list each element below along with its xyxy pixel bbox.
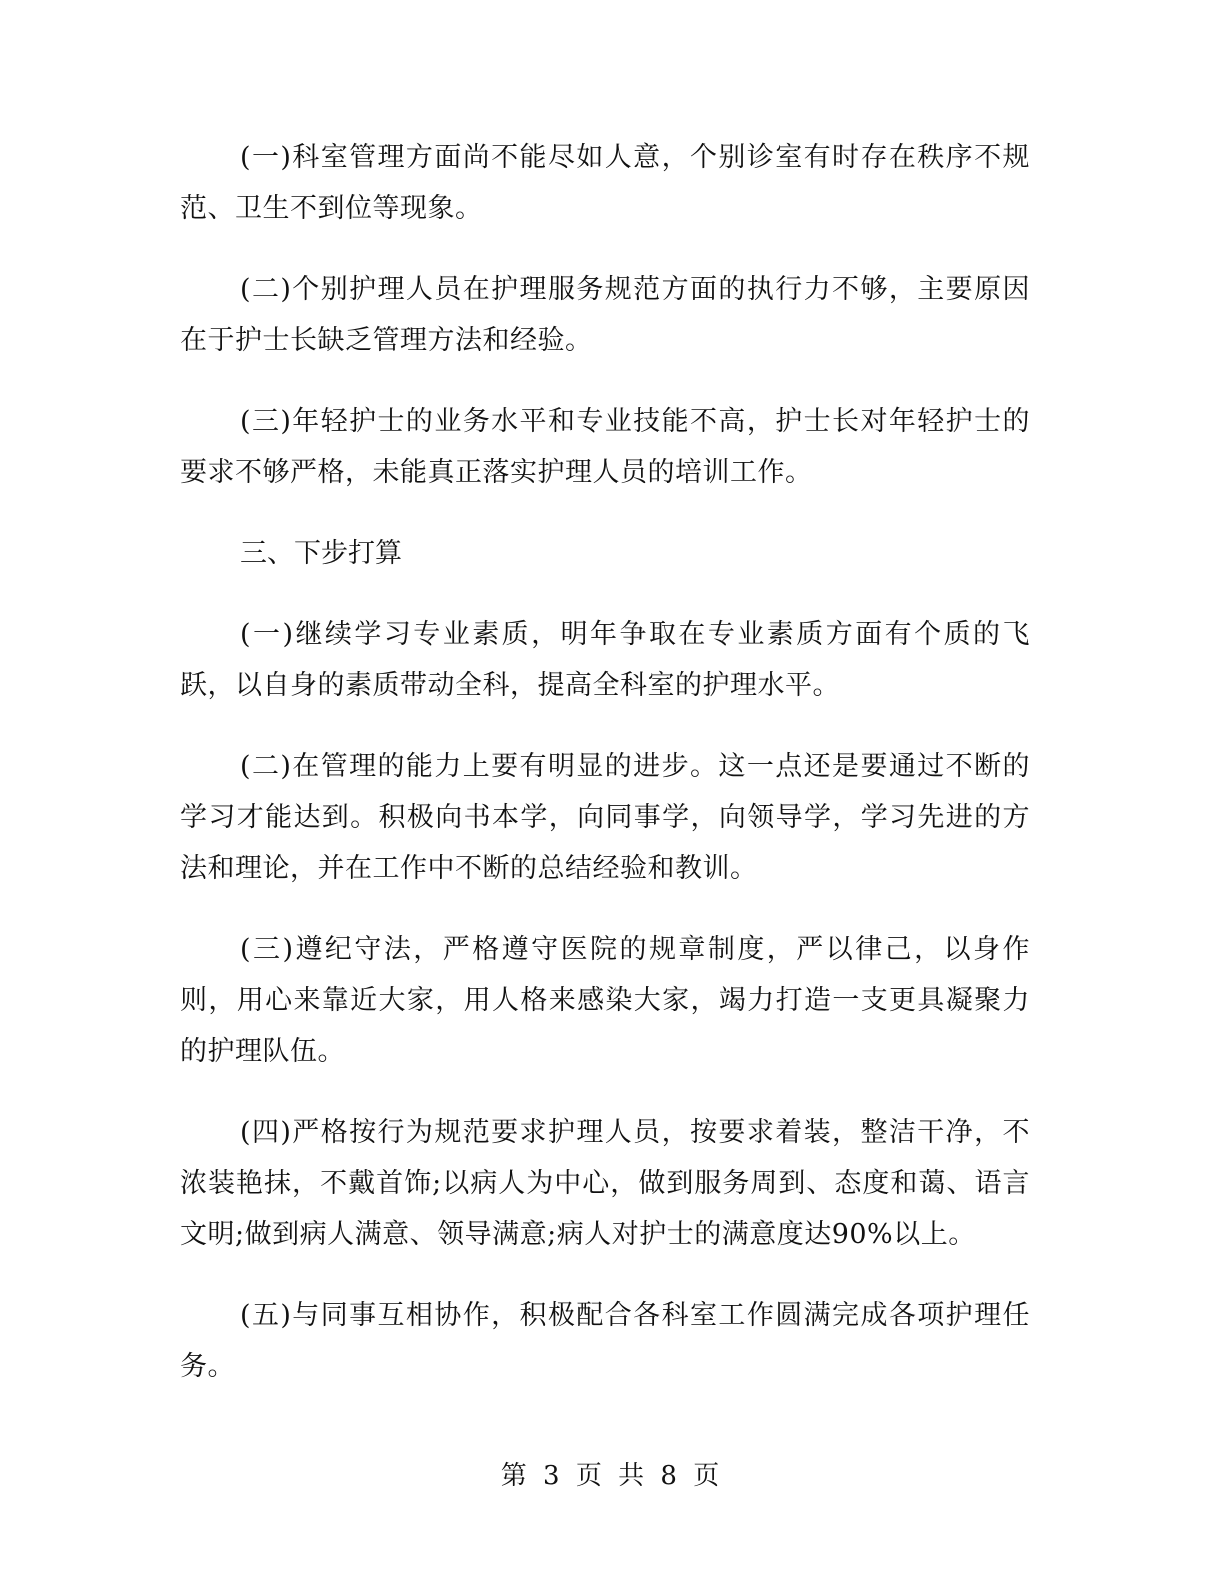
plan-item-1: (一)继续学习专业素质，明年争取在专业素质方面有个质的飞跃，以自身的素质带动全科，提高全科室的护理水平。: [180, 619, 1030, 701]
problem-paragraph-1: (一)科室管理方面尚不能尽如人意，个别诊室有时存在秩序不规范、卫生不到位等现象。: [180, 142, 1030, 224]
plan-item-4: (四)严格按行为规范要求护理人员，按要求着装，整洁干净，不浓装艳抹，不戴首饰;以病人为中心，做到服务周到、态度和蔼、语言文明;做到病人满意、领导满意;病人对护士的满意度达90%以上。: [180, 1117, 1030, 1250]
section-heading: 三、下步打算: [240, 538, 402, 569]
problem-paragraph-3: (三)年轻护士的业务水平和专业技能不高，护士长对年轻护士的要求不够严格，未能真正落实护理人员的培训工作。: [180, 406, 1030, 488]
document-body: [180, 132, 1030, 1422]
plan-item-2: (二)在管理的能力上要有明显的进步。这一点还是要通过不断的学习才能达到。积极向书本学，向同事学，向领导学，学习先进的方法和理论，并在工作中不断的总结经验和教训。: [180, 751, 1030, 884]
page-number-footer: 第 3 页 共 8 页: [500, 1461, 724, 1491]
problem-paragraph-2: (二)个别护理人员在护理服务规范方面的执行力不够，主要原因在于护士长缺乏管理方法和经验。: [180, 274, 1030, 356]
plan-item-5: (五)与同事互相协作，积极配合各科室工作圆满完成各项护理任务。: [180, 1300, 1030, 1382]
plan-item-3: (三)遵纪守法，严格遵守医院的规章制度，严以律己，以身作则，用心来靠近大家，用人格来感染大家，竭力打造一支更具凝聚力的护理队伍。: [180, 934, 1030, 1067]
